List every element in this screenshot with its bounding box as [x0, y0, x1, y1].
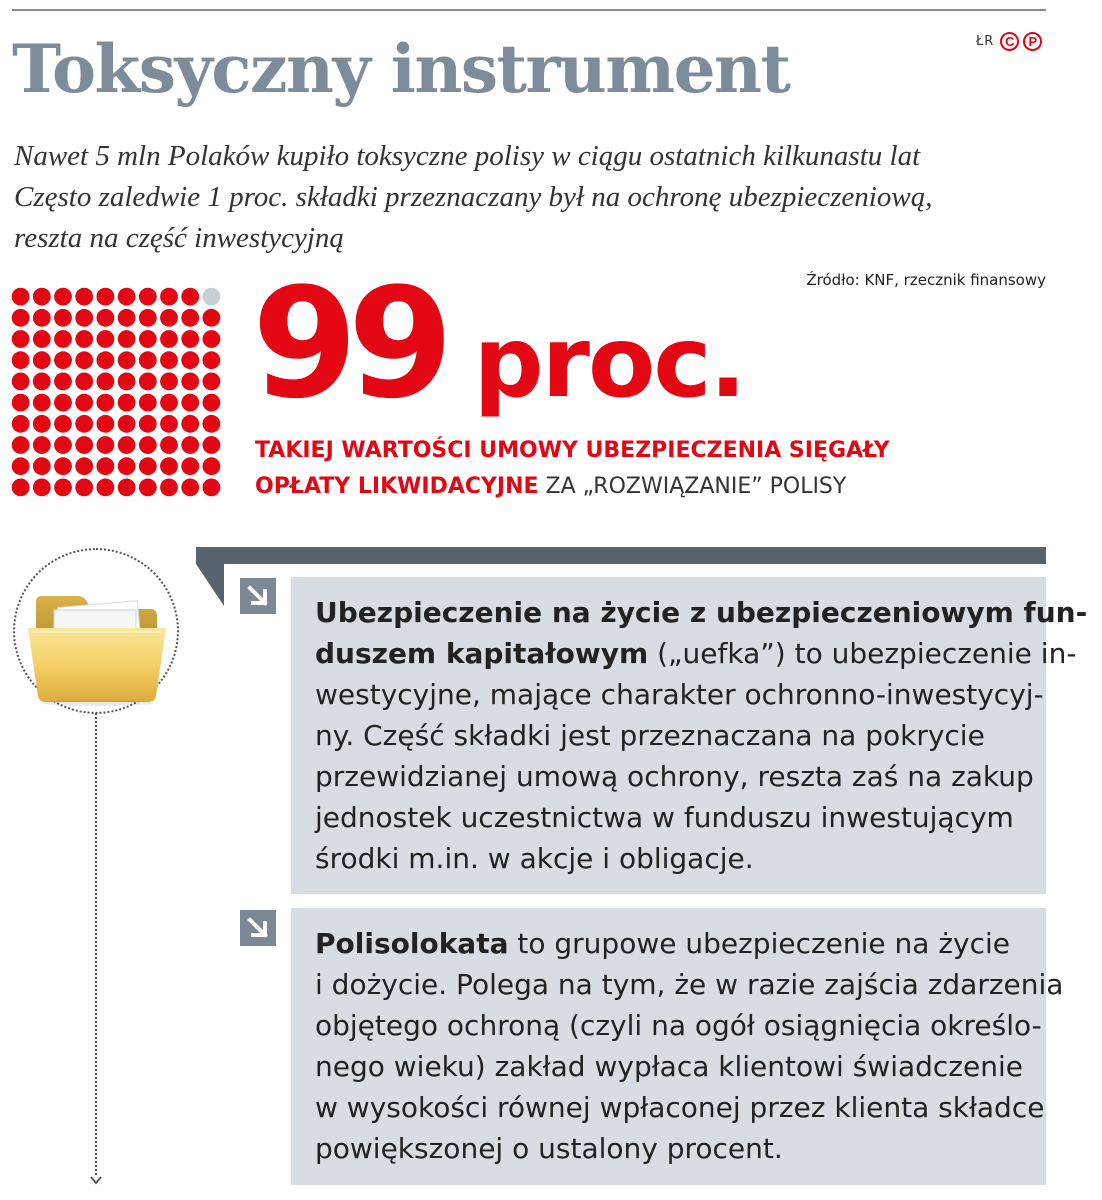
- dot-filled: [33, 330, 51, 348]
- definition-line: westycyjne, mające charakter ochronno-inwestycyj-: [315, 678, 1044, 711]
- dot-filled: [96, 330, 114, 348]
- dot-filled: [118, 436, 136, 454]
- dot-filled: [139, 309, 157, 327]
- arrow-down-right-icon: [240, 578, 276, 614]
- definition-line: duszem kapitałowym („uefka”) to ubezpieczenie in-: [315, 637, 1077, 670]
- stat-caption-line1: TAKIEJ WARTOŚCI UMOWY UBEZPIECZENIA SIĘGAŁY: [255, 438, 890, 463]
- dot-filled: [202, 415, 220, 433]
- dot-filled: [96, 478, 114, 496]
- dot-filled: [160, 309, 178, 327]
- dot-filled: [75, 351, 93, 369]
- dot-filled: [75, 372, 93, 390]
- dot-filled: [54, 436, 72, 454]
- dot-filled: [96, 309, 114, 327]
- dot-filled: [160, 478, 178, 496]
- dot-filled: [181, 415, 199, 433]
- dot-filled: [139, 478, 157, 496]
- dot-filled: [33, 394, 51, 412]
- dot-filled: [139, 394, 157, 412]
- dot-filled: [139, 372, 157, 390]
- lead-text: [14, 136, 1054, 259]
- dot-filled: [12, 478, 30, 496]
- dot-filled: [202, 478, 220, 496]
- definition-card-polisolokata: [291, 908, 1064, 1185]
- definition-card-uefka: [291, 577, 1088, 894]
- dot-filled: [118, 478, 136, 496]
- dot-filled: [181, 478, 199, 496]
- dot-filled: [118, 351, 136, 369]
- big-percentage-value: 99: [252, 255, 444, 432]
- dot-filled: [118, 309, 136, 327]
- definition-line: i dożycie. Polega na tym, że w razie zajścia zdarzenia: [315, 968, 1064, 1001]
- source-note: Źródło: KNF, rzecznik finansowy: [806, 271, 1046, 289]
- dot-filled: [118, 415, 136, 433]
- big-percentage: [252, 255, 745, 432]
- dot-filled: [33, 436, 51, 454]
- dot-filled: [54, 330, 72, 348]
- dot-filled: [139, 457, 157, 475]
- definition-line: powiększonej o ustalony procent.: [315, 1132, 783, 1165]
- stat-caption-rest: ZA „ROZWIĄZANIE” POLISY: [538, 474, 847, 499]
- dot-filled: [75, 478, 93, 496]
- dot-filled: [75, 415, 93, 433]
- dot-filled: [160, 330, 178, 348]
- lead-line: reszta na część inwestycyjną: [14, 222, 344, 254]
- definition-text: [315, 923, 1064, 1169]
- dot-filled: [160, 372, 178, 390]
- dot-filled: [202, 457, 220, 475]
- definition-line: w wysokości równej wpłaconej przez klienta składce: [315, 1091, 1045, 1124]
- dot-filled: [160, 436, 178, 454]
- dot-filled: [12, 330, 30, 348]
- dot-filled: [12, 457, 30, 475]
- percentage-dot-grid: [10, 286, 222, 498]
- stat-caption: [255, 433, 890, 505]
- dot-filled: [33, 309, 51, 327]
- lead-line: Nawet 5 mln Polaków kupiło toksyczne polisy w ciągu ostatnich kilkunastu lat: [14, 140, 921, 172]
- dot-filled: [96, 372, 114, 390]
- dot-filled: [139, 436, 157, 454]
- credit-initials: ŁR: [976, 34, 995, 49]
- dot-filled: [75, 309, 93, 327]
- dot-empty: [202, 288, 220, 306]
- dot-filled: [12, 436, 30, 454]
- section-header-bar: [196, 547, 1046, 564]
- dot-filled: [75, 436, 93, 454]
- dot-filled: [96, 436, 114, 454]
- dot-filled: [12, 372, 30, 390]
- lead-line: Często zaledwie 1 proc. składki przeznaczany był na ochronę ubezpieczeniową,: [14, 181, 933, 213]
- dot-filled: [118, 457, 136, 475]
- dot-filled: [12, 351, 30, 369]
- dot-filled: [33, 288, 51, 306]
- definition-line: środki m.in. w akcje i obligacje.: [315, 842, 754, 875]
- dot-filled: [33, 478, 51, 496]
- dot-filled: [118, 372, 136, 390]
- dot-filled: [118, 288, 136, 306]
- dot-filled: [139, 288, 157, 306]
- dot-filled: [160, 415, 178, 433]
- dot-filled: [139, 415, 157, 433]
- dot-filled: [139, 351, 157, 369]
- dot-filled: [181, 436, 199, 454]
- dot-filled: [181, 351, 199, 369]
- dot-filled: [54, 309, 72, 327]
- definition-line: nego wieku) zakład wypłaca klientowi świadczenie: [315, 1050, 1023, 1083]
- dot-filled: [54, 394, 72, 412]
- definition-line: jednostek uczestnictwa w funduszu inwestującym: [315, 801, 1014, 834]
- dot-filled: [33, 415, 51, 433]
- dot-filled: [160, 457, 178, 475]
- dot-filled: [54, 478, 72, 496]
- big-percentage-unit: proc.: [473, 306, 745, 420]
- page-title: Toksyczny instrument: [12, 30, 790, 108]
- dot-filled: [202, 436, 220, 454]
- dot-filled: [160, 351, 178, 369]
- dot-filled: [181, 288, 199, 306]
- dot-filled: [12, 394, 30, 412]
- chevron-down-icon: [89, 1174, 103, 1186]
- dot-filled: [202, 372, 220, 390]
- dot-filled: [181, 330, 199, 348]
- dot-filled: [139, 330, 157, 348]
- dot-filled: [54, 372, 72, 390]
- definition-line: Ubezpieczenie na życie z ubezpieczeniowym fun-: [315, 596, 1088, 629]
- dot-filled: [160, 288, 178, 306]
- dot-filled: [202, 394, 220, 412]
- definition-line: przewidzianej umową ochrony, reszta zaś na zakup: [315, 760, 1034, 793]
- dot-filled: [118, 394, 136, 412]
- dot-filled: [33, 457, 51, 475]
- definition-line: Polisolokata to grupowe ubezpieczenie na życie: [315, 927, 1011, 960]
- folder-icon: [24, 582, 170, 706]
- dot-filled: [202, 330, 220, 348]
- author-credit: [976, 32, 1042, 51]
- dot-filled: [181, 309, 199, 327]
- dot-filled: [181, 457, 199, 475]
- dot-filled: [54, 457, 72, 475]
- dot-filled: [181, 394, 199, 412]
- dot-filled: [75, 394, 93, 412]
- dot-filled: [160, 394, 178, 412]
- dot-filled: [118, 330, 136, 348]
- dot-filled: [33, 372, 51, 390]
- dot-filled: [12, 415, 30, 433]
- definition-line: ny. Część składki jest przeznaczana na pokrycie: [315, 719, 985, 752]
- dot-filled: [181, 372, 199, 390]
- definition-text: [315, 592, 1088, 879]
- publisher-badge: P: [1023, 32, 1042, 51]
- dot-filled: [75, 457, 93, 475]
- dot-filled: [75, 330, 93, 348]
- dot-filled: [12, 309, 30, 327]
- dot-filled: [96, 351, 114, 369]
- dot-filled: [96, 457, 114, 475]
- timeline-dotted-line: [95, 713, 97, 1175]
- dot-filled: [75, 288, 93, 306]
- copyright-badge: C: [1000, 32, 1019, 51]
- dot-filled: [12, 288, 30, 306]
- dot-filled: [33, 351, 51, 369]
- dot-filled: [202, 351, 220, 369]
- dot-filled: [54, 351, 72, 369]
- dot-filled: [96, 288, 114, 306]
- top-rule: [12, 9, 1046, 11]
- dot-filled: [96, 394, 114, 412]
- arrow-down-right-icon: [240, 910, 276, 946]
- section-tab-corner: [196, 564, 224, 606]
- definition-line: objętego ochroną (czyli na ogół osiągnięcia określo-: [315, 1009, 1042, 1042]
- dot-filled: [54, 288, 72, 306]
- dot-filled: [54, 415, 72, 433]
- dot-filled: [96, 415, 114, 433]
- stat-caption-highlight: OPŁATY LIKWIDACYJNE: [255, 474, 539, 499]
- dot-filled: [202, 309, 220, 327]
